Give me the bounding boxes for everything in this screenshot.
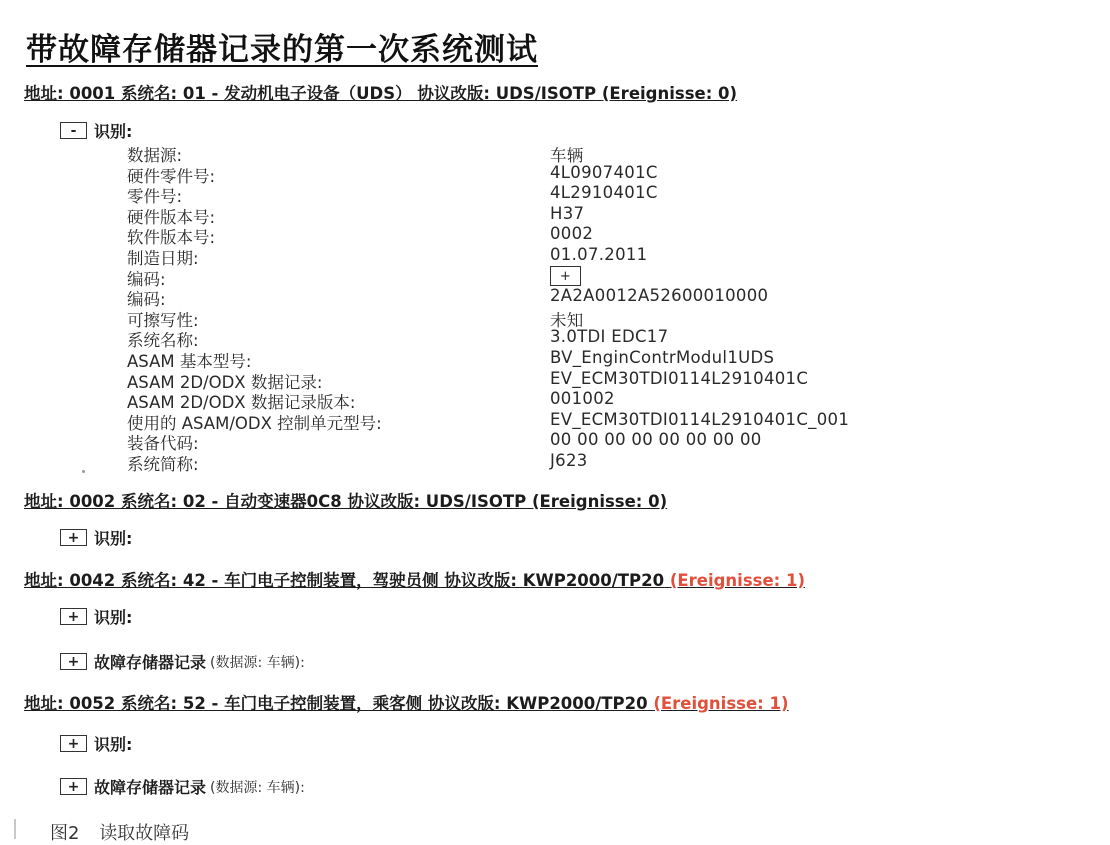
- identification-label: 识别:: [94, 608, 133, 627]
- identification-section-0042[interactable]: [60, 605, 132, 628]
- field-value: J623: [550, 450, 588, 470]
- identification-section-0002[interactable]: [60, 526, 132, 549]
- field-label: 可擦写性:: [127, 310, 199, 330]
- field-label: ASAM 2D/ODX 数据记录版本:: [127, 393, 356, 413]
- field-value: 4L0907401C: [550, 162, 658, 182]
- field-value: 2A2A0012A52600010000: [550, 286, 769, 306]
- collapse-toggle-button[interactable]: -: [60, 122, 87, 139]
- field-label: 装备代码:: [127, 434, 199, 454]
- field-label: ASAM 2D/ODX 数据记录:: [127, 372, 323, 392]
- field-label: 零件号:: [127, 187, 183, 207]
- fault-memory-section-0052[interactable]: [60, 775, 305, 798]
- figure-caption: [50, 819, 189, 845]
- system-header-0052[interactable]: [24, 690, 789, 714]
- field-value: 未知: [550, 310, 584, 330]
- field-value: 车辆: [550, 146, 584, 165]
- field-label: 编码:: [127, 269, 166, 289]
- field-value: EV_ECM30TDI0114L2910401C_001: [550, 409, 850, 429]
- field-label: 数据源:: [127, 146, 183, 165]
- expand-toggle-button[interactable]: +: [60, 778, 87, 795]
- expand-toggle-button[interactable]: +: [60, 608, 87, 625]
- system-header-text: 地址: 0052 系统名: 52 - 车门电子控制装置，乘客侧 协议改版: KWP2000/TP20: [24, 694, 648, 713]
- field-value: EV_ECM30TDI0114L2910401C: [550, 368, 809, 388]
- events-link[interactable]: (Ereignisse: 0): [601, 84, 738, 103]
- events-link[interactable]: (Ereignisse: 1): [669, 571, 806, 590]
- system-header-0002[interactable]: [24, 488, 667, 512]
- field-value: H37: [550, 203, 585, 223]
- identification-section-0001[interactable]: [60, 119, 132, 142]
- system-header-text: 地址: 0042 系统名: 42 - 车门电子控制装置，驾驶员侧 协议改版: KWP2000/TP20: [24, 571, 665, 590]
- field-label: 使用的 ASAM/ODX 控制单元型号:: [127, 413, 382, 433]
- fault-memory-source: (数据源: 车辆):: [210, 779, 305, 796]
- fault-memory-label: 故障存储器记录: [94, 653, 207, 672]
- coding-expand-button[interactable]: +: [550, 266, 581, 286]
- system-header-text: 地址: 0001 系统名: 01 - 发动机电子设备（UDS） 协议改版: UDS/ISOTP: [24, 84, 597, 103]
- system-header-text: 地址: 0002 系统名: 02 - 自动变速器0C8 协议改版: UDS/ISOTP: [24, 492, 527, 511]
- caption-marker: [14, 819, 16, 839]
- identification-section-0052[interactable]: [60, 732, 132, 755]
- figure-number: 图2: [50, 823, 80, 844]
- fault-memory-label: 故障存储器记录: [94, 778, 207, 797]
- identification-label: 识别:: [94, 122, 133, 141]
- field-label: ASAM 基本型号:: [127, 351, 252, 371]
- field-label: 系统名称:: [127, 331, 199, 351]
- identification-label: 识别:: [94, 529, 133, 548]
- field-label: 系统简称:: [127, 454, 199, 474]
- expand-toggle-button[interactable]: +: [60, 653, 87, 670]
- field-label: 制造日期:: [127, 248, 199, 268]
- field-label: 硬件版本号:: [127, 207, 216, 227]
- identification-label: 识别:: [94, 735, 133, 754]
- expand-toggle-button[interactable]: +: [60, 735, 87, 752]
- field-value: BV_EnginContrModul1UDS: [550, 347, 775, 367]
- expand-toggle-button[interactable]: +: [60, 529, 87, 546]
- field-label: 硬件零件号:: [127, 166, 216, 186]
- figure-caption-text: 读取故障码: [99, 823, 190, 844]
- system-header-0001[interactable]: [24, 80, 737, 104]
- field-value: 001002: [550, 389, 615, 409]
- field-value: 3.0TDI EDC17: [550, 327, 669, 347]
- scan-speck: [82, 470, 85, 473]
- fault-memory-source: (数据源: 车辆):: [210, 654, 305, 671]
- page-title: 带故障存储器记录的第一次系统测试: [26, 32, 538, 68]
- field-value: 0002: [550, 224, 594, 244]
- field-value: 4L2910401C: [550, 183, 658, 203]
- coding-expand-cell: [550, 265, 581, 287]
- fault-memory-section-0042[interactable]: [60, 650, 305, 673]
- field-value: 00 00 00 00 00 00 00 00: [550, 430, 762, 450]
- events-link[interactable]: (Ereignisse: 1): [653, 694, 789, 713]
- field-value: 01.07.2011: [550, 244, 648, 264]
- system-header-0042[interactable]: [24, 567, 805, 591]
- field-label: 编码:: [127, 290, 166, 310]
- field-label: 软件版本号:: [127, 228, 216, 248]
- events-link[interactable]: (Ereignisse: 0): [531, 492, 668, 511]
